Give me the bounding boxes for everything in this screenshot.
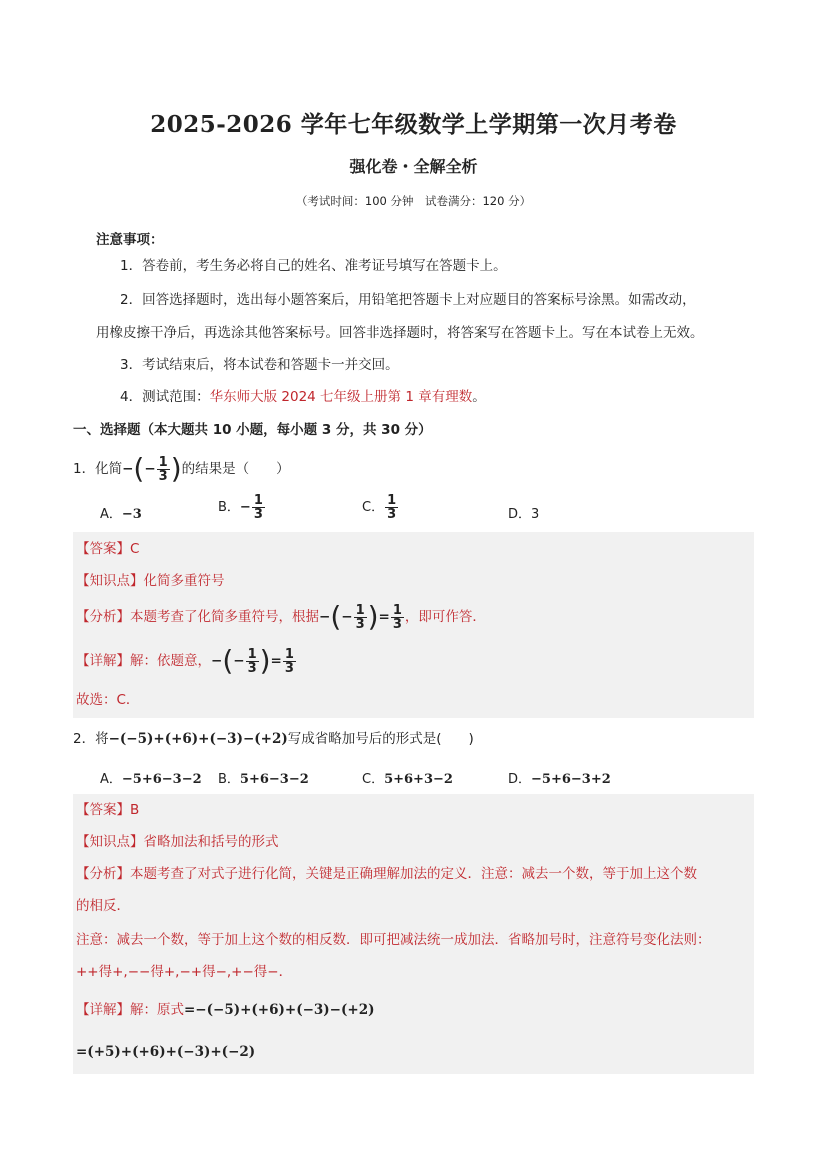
q2-option-b: [218, 768, 309, 787]
q2-prefix: 2．将: [73, 731, 109, 747]
notice-item-2b: 用橡皮擦干净后，再选涂其他答案标号。回答非选择题时，将答案写在答题卡上。写在本试卷上无效。: [96, 325, 704, 341]
q1-stem: [73, 454, 290, 484]
q1-conclusion: 故选：C．: [76, 692, 140, 708]
q1-option-b-fraction: [252, 494, 265, 521]
q1-option-a-value: −3: [121, 507, 142, 522]
q2-answer-tag: 【答案】: [76, 802, 130, 818]
q1-paren-open: (: [133, 452, 145, 485]
page-title: 2025-2026 学年七年级数学上学期第一次月考卷: [150, 111, 677, 138]
q2-option-c-label: C．: [362, 772, 385, 787]
q1-detail-eq: =: [270, 653, 282, 669]
q2-option-c: [362, 768, 453, 787]
q1-paren-close: ): [170, 452, 182, 485]
q1-inner-minus: −: [144, 461, 156, 477]
exam-info: （考试时间：100 分钟 试卷满分：120 分）: [295, 194, 532, 208]
q2-answer-line: [76, 800, 139, 820]
notice-item-4-prefix: 4．测试范围：: [120, 389, 210, 405]
q1-option-d-value: 3: [531, 507, 540, 522]
q1-answer: C: [130, 541, 140, 557]
q1-detail-tag: 【详解】: [76, 653, 130, 669]
q1-option-c-label: C．: [362, 500, 385, 515]
q2-option-a-value: −5+6−3−2: [121, 772, 202, 787]
q2-option-b-value: 5+6−3−2: [239, 772, 309, 787]
q1-knowledge-tag: 【知识点】: [76, 573, 144, 589]
notice-item-4-suffix: 。: [472, 389, 486, 405]
q1-prefix: 1．化简: [73, 461, 123, 477]
q1-option-c-num: 1: [387, 493, 397, 508]
q2-detail-line: [76, 1000, 374, 1020]
q2-option-d-value: −5+6−3+2: [531, 772, 611, 787]
q1-option-b-num: 1: [253, 493, 263, 508]
q1-option-b-den: 3: [253, 507, 263, 522]
page-subtitle: 强化卷・全解全析: [349, 157, 478, 176]
q2-option-d-label: D．: [508, 772, 532, 787]
q2-note-line2: [76, 962, 292, 982]
q1-detail-line: 【详解】解：依题意，−(− $\frac{1}{3}$ )= $\frac{1}{3}$: [76, 644, 294, 677]
q1-analysis-eq: =: [378, 609, 390, 625]
q1-analysis-tag: 【分析】: [76, 609, 130, 625]
q1-option-c-fraction: [385, 494, 398, 521]
q2-note-rules: ++得+,−−得+,−+得−,+−得−．: [76, 964, 293, 980]
q1-knowledge-line: [76, 571, 225, 591]
q1-minus: −: [122, 461, 134, 477]
q1-analysis-suffix: ，即可作答．: [404, 609, 486, 625]
q1-analysis-prefix: 本题考查了化简多重符号，根据: [130, 609, 319, 625]
q1-suffix: 的结果是（ ）: [181, 461, 290, 477]
q1-knowledge: 化简多重符号: [143, 573, 225, 589]
q2-suffix: 写成省略加号后的形式是( ): [287, 731, 474, 747]
q2-detail-line2: [76, 1042, 255, 1062]
q1-option-c: [362, 494, 399, 521]
q2-knowledge-line: [76, 832, 279, 852]
q2-knowledge: 省略加法和括号的形式: [143, 834, 279, 850]
q1-option-a: [100, 503, 142, 522]
q1-option-b-sign: −: [239, 500, 251, 515]
q1-option-c-den: 3: [387, 507, 397, 522]
q1-option-d-label: D．: [508, 507, 532, 522]
q2-analysis-line1: [76, 864, 697, 884]
q2-option-c-value: 5+6+3−2: [384, 772, 453, 787]
q1-answer-tag: 【答案】: [76, 541, 130, 557]
q1-option-b: [218, 494, 266, 521]
q1-option-d: [508, 503, 539, 522]
q2-detail-tag: 【详解】: [76, 1002, 130, 1018]
q2-answer: B: [130, 802, 140, 818]
q2-stem: [73, 729, 474, 749]
notice-item-1: 1．答卷前，考生务必将自己的姓名、准考证号填写在答题卡上。: [120, 258, 507, 274]
q2-option-a-label: A．: [100, 772, 122, 787]
q1-analysis-line: 【分析】本题考查了化简多重符号，根据−(− $\frac{1}{3}$ )= $\frac{1}{3}$ ，即可作答．: [76, 600, 486, 633]
q1-frac-num: 1: [158, 454, 168, 470]
q2-note-line1: 注意：减去一个数，等于加上这个数的相反数．即可把减法统一成加法．省略加号时，注意符号变化法则：: [76, 932, 711, 948]
q1-answer-line: [76, 539, 139, 559]
q2-analysis-text1: 本题考查了对式子进行化简，关键是正确理解加法的定义．注意：减去一个数，等于加上这个数: [130, 866, 697, 882]
notice-item-4-scope: 华东师大版 2024 七年级上册第 1 章有理数: [209, 389, 473, 405]
notice-item-2a: 2．回答选择题时，选出每小题答案后，用铅笔把答题卡上对应题目的答案标号涂黑。如需改动，: [120, 292, 696, 308]
q2-detail-expr2: =(+5)+(+6)+(−3)+(−2): [76, 1044, 256, 1060]
q1-frac-den: 3: [158, 468, 168, 484]
q2-option-a: [100, 768, 202, 787]
q2-option-b-label: B．: [218, 772, 240, 787]
q2-detail-prefix: 解：原式: [130, 1002, 184, 1018]
q2-expr: −(−5)+(+6)+(−3)−(+2): [108, 731, 288, 747]
q1-detail-prefix: 解：依题意，: [130, 653, 211, 669]
notice-item-3: 3．考试结束后，将本试卷和答题卡一并交回。: [120, 357, 399, 373]
q2-option-d: [508, 768, 611, 787]
q2-analysis-tag: 【分析】: [76, 866, 130, 882]
q1-option-b-label: B．: [218, 500, 240, 515]
q1-fraction: [157, 456, 170, 483]
q1-option-a-label: A．: [100, 507, 122, 522]
q2-detail-expr1: =−(−5)+(+6)+(−3)−(+2): [184, 1002, 375, 1018]
q2-analysis-line2: 的相反．: [76, 898, 130, 914]
q2-knowledge-tag: 【知识点】: [76, 834, 144, 850]
section-heading: 一、选择题（本大题共 10 小题，每小题 3 分，共 30 分）: [73, 422, 432, 438]
notice-item-4: [120, 387, 486, 407]
notice-heading: 注意事项：: [96, 232, 164, 248]
